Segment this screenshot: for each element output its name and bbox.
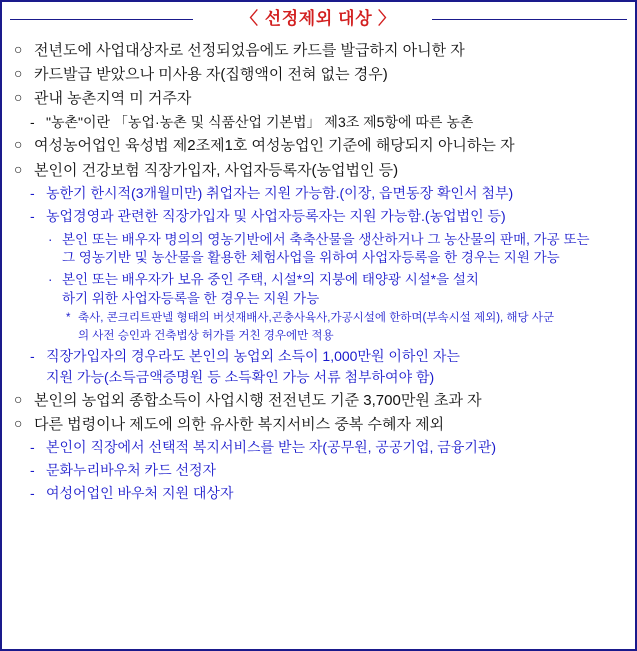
list-item-text: 본인 또는 배우자 명의의 영농기반에서 축축산물을 생산하거나 그 농산물의 판매, 가공 또는 [62,231,590,247]
list-item [14,136,625,155]
list-item-text: 본인 또는 배우자가 보유 중인 주택, 시설*의 지붕에 태양광 시설*을 설치 [62,272,479,288]
list-item-text: 카드발급 받았으나 미사용 자(집행액이 전혀 없는 경우) [34,66,388,84]
list-item-text: 여성농어업인 육성법 제2조제1호 여성농업인 기준에 해당되지 아니하는 자 [34,137,515,155]
document-body [2,41,635,503]
title-chevron-right-icon: 〉 [377,9,396,28]
list-item-text: 여성어업인 바우처 지원 대상자 [46,485,234,502]
list-item [14,271,625,288]
title-label: 선정제외 대상 [264,9,373,28]
list-bullet-icon: · [48,272,53,288]
list-item-text: 다른 법령이나 제도에 의한 유사한 복지서비스 중복 수혜자 제외 [34,416,445,434]
list-item-text: 축사, 콘크리트판넬 형태의 버섯재배사,곤충사육사,가공시설에 한하며(부속시설 제외), 해당 사군 [78,312,555,325]
list-item [14,65,625,84]
list-item-text: 농한기 한시적(3개월미만) 취업자는 지원 가능함.(이장, 읍면동장 확인서 첨부) [46,184,514,201]
list-item [14,348,625,366]
list-bullet-icon: - [30,348,35,364]
list-item-text: 전년도에 사업대상자로 선정되었음에도 카드를 발급하지 아니한 자 [34,42,465,59]
list-bullet-icon: - [30,184,35,201]
list-item-text: 관내 농촌지역 미 거주자 [34,90,192,108]
list-bullet-icon: - [30,485,35,502]
list-item [14,462,625,480]
list-item [14,89,625,108]
title-rule-left [10,19,193,20]
list-item [14,439,625,457]
list-item-continuation: 하기 위한 사업자등록을 한 경우는 지원 가능 [62,290,320,306]
list-item [14,311,625,326]
list-bullet-icon: * [66,312,71,325]
list-bullet-icon: ○ [14,136,23,153]
list-item [14,161,625,180]
list-item-continuation: 지원 가능(소득금액증명원 등 소득확인 가능 서류 첨부하여야 함) [46,368,435,385]
list-item-continuation: 의 사전 승인과 건축법상 허가를 거친 경우에만 적용 [78,330,334,342]
list-bullet-icon: ○ [14,160,23,177]
title-rule-right [432,19,627,20]
page-title [233,4,404,29]
list-bullet-icon: ○ [14,391,23,408]
document-title-band [2,2,635,36]
list-item-text: 직장가입자의 경우라도 본인의 농업외 소득이 1,000만원 이하인 자는 [46,348,460,364]
list-bullet-icon: - [30,439,35,456]
list-item-continuation: 그 영농기반 및 농산물을 활용한 체험사업을 위하여 사업자등록을 한 경우는 지원 가능 [62,249,560,265]
list-bullet-icon: ○ [14,65,23,82]
list-bullet-icon: - [30,207,35,224]
list-bullet-icon: ○ [14,415,23,432]
list-bullet-icon: ○ [14,89,23,106]
list-item-text: "농촌"이란 「농업·농촌 및 식품산업 기본법」 제3조 제5항에 따른 농촌 [46,113,474,130]
title-chevron-left-icon: 〈 [241,9,260,28]
list-item [14,208,625,226]
list-bullet-icon: · [48,231,53,247]
list-item [14,485,625,503]
list-item [14,391,625,410]
list-item [14,185,625,203]
list-bullet-icon: - [30,113,35,130]
list-item [14,41,625,60]
list-item-text: 본인의 농업외 종합소득이 사업시행 전전년도 기준 3,700만원 초과 자 [34,392,482,410]
list-bullet-icon: ○ [14,41,23,57]
list-bullet-icon: - [30,462,35,479]
list-item-text: 농업경영과 관련한 직장가입자 및 사업자등록자는 지원 가능함.(농업법인 등) [46,207,506,224]
list-item-text: 본인이 건강보험 직장가입자, 사업자등록자(농업법인 등) [34,161,399,179]
list-item [14,114,625,132]
list-item-text: 문화누리바우처 카드 선정자 [46,462,217,479]
list-item-text: 본인이 직장에서 선택적 복지서비스를 받는 자(공무원, 공공기업, 금융기관) [46,439,497,456]
list-item [14,231,625,248]
list-item [14,415,625,434]
